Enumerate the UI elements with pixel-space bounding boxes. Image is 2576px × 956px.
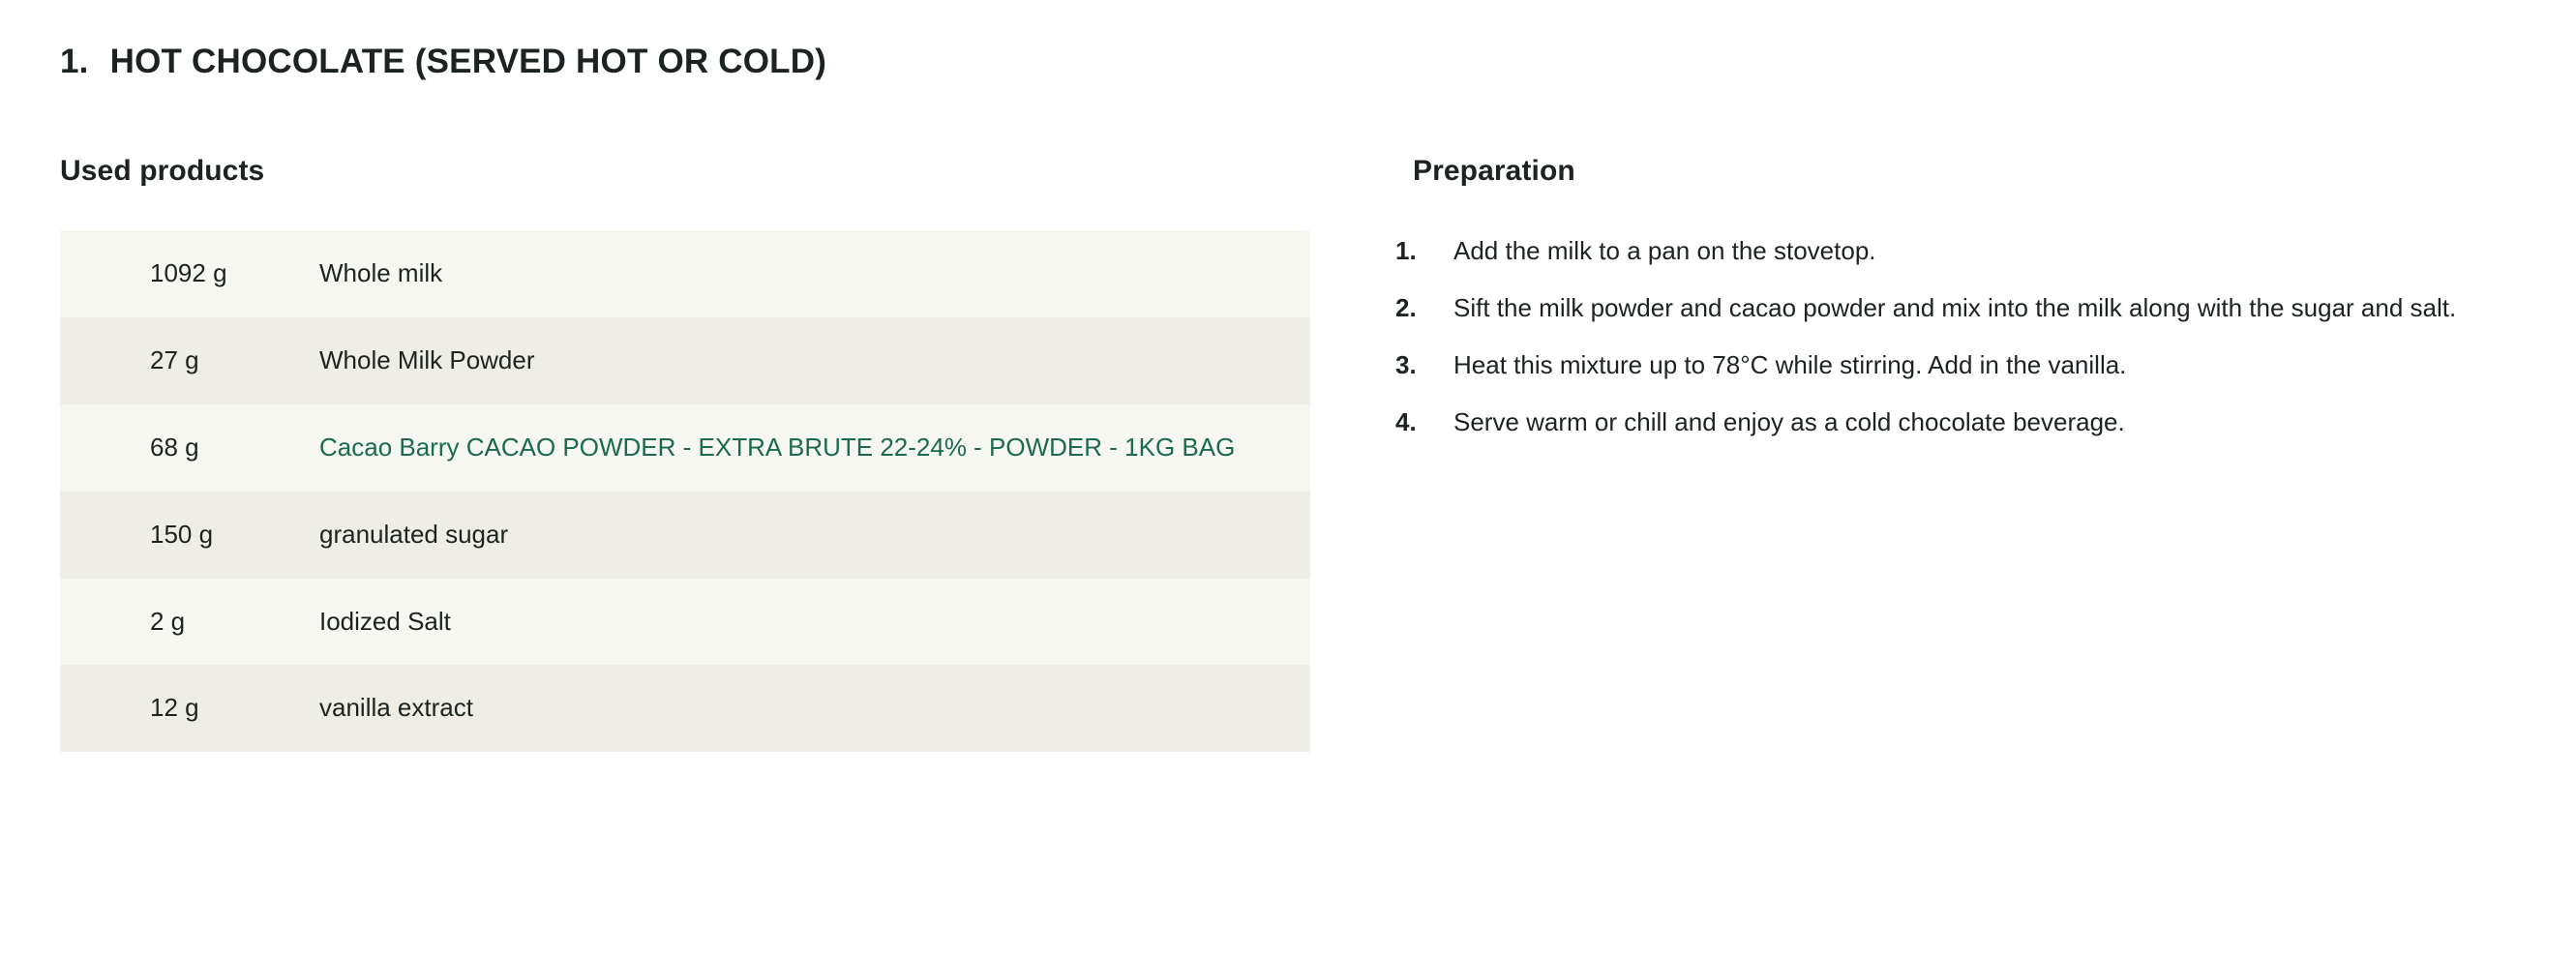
ingredient-quantity: 2 g xyxy=(150,606,186,636)
ingredients-table-body xyxy=(60,230,1310,752)
content-columns xyxy=(0,155,2576,752)
ingredients-table xyxy=(60,230,1310,752)
ingredient-name: Whole Milk Powder xyxy=(319,344,535,374)
ingredient-name: vanilla extract xyxy=(319,693,473,723)
preparation-heading: Preparation xyxy=(1413,155,1575,187)
table-row xyxy=(60,492,1310,579)
ingredient-quantity: 27 g xyxy=(150,344,199,374)
list-item xyxy=(1395,402,2518,442)
step-text: Add the milk to a pan on the stovetop. xyxy=(1453,236,1876,265)
preparation-section xyxy=(1374,155,2576,459)
list-item xyxy=(1395,344,2518,385)
ingredient-name: Iodized Salt xyxy=(319,606,451,636)
table-row xyxy=(60,317,1310,404)
table-row xyxy=(60,230,1310,317)
table-row xyxy=(60,579,1310,666)
ingredient-quantity: 150 g xyxy=(150,519,214,549)
recipe-title-text: HOT CHOCOLATE (SERVED HOT OR COLD) xyxy=(109,43,827,80)
step-text: Sift the milk powder and cacao powder and mix into the milk along with the sugar and salt. xyxy=(1453,293,2457,323)
step-number: 2. xyxy=(1395,293,1417,323)
recipe-number: 1. xyxy=(60,43,89,80)
ingredient-name: granulated sugar xyxy=(319,519,509,549)
used-products-heading: Used products xyxy=(60,155,265,187)
page-title xyxy=(60,43,826,81)
ingredient-quantity: 12 g xyxy=(150,693,199,723)
list-item xyxy=(1395,230,2518,271)
step-number: 1. xyxy=(1395,236,1417,265)
ingredient-name-cell xyxy=(319,404,1310,492)
ingredient-quantity: 68 g xyxy=(150,432,199,462)
table-row xyxy=(60,404,1310,492)
ingredient-name: Whole milk xyxy=(319,258,443,287)
ingredient-quantity: 1092 g xyxy=(150,258,227,287)
step-number: 3. xyxy=(1395,350,1417,380)
table-row xyxy=(60,665,1310,752)
product-link[interactable]: Cacao Barry CACAO POWDER - EXTRA BRUTE 22-24% - POWDER - 1KG BAG xyxy=(319,432,1236,462)
used-products-section xyxy=(0,155,1374,752)
step-text: Serve warm or chill and enjoy as a cold chocolate beverage. xyxy=(1453,407,2125,437)
step-text: Heat this mixture up to 78°C while stirring. Add in the vanilla. xyxy=(1453,350,2127,380)
preparation-steps xyxy=(1395,230,2518,442)
step-number: 4. xyxy=(1395,407,1417,437)
list-item xyxy=(1395,287,2518,328)
